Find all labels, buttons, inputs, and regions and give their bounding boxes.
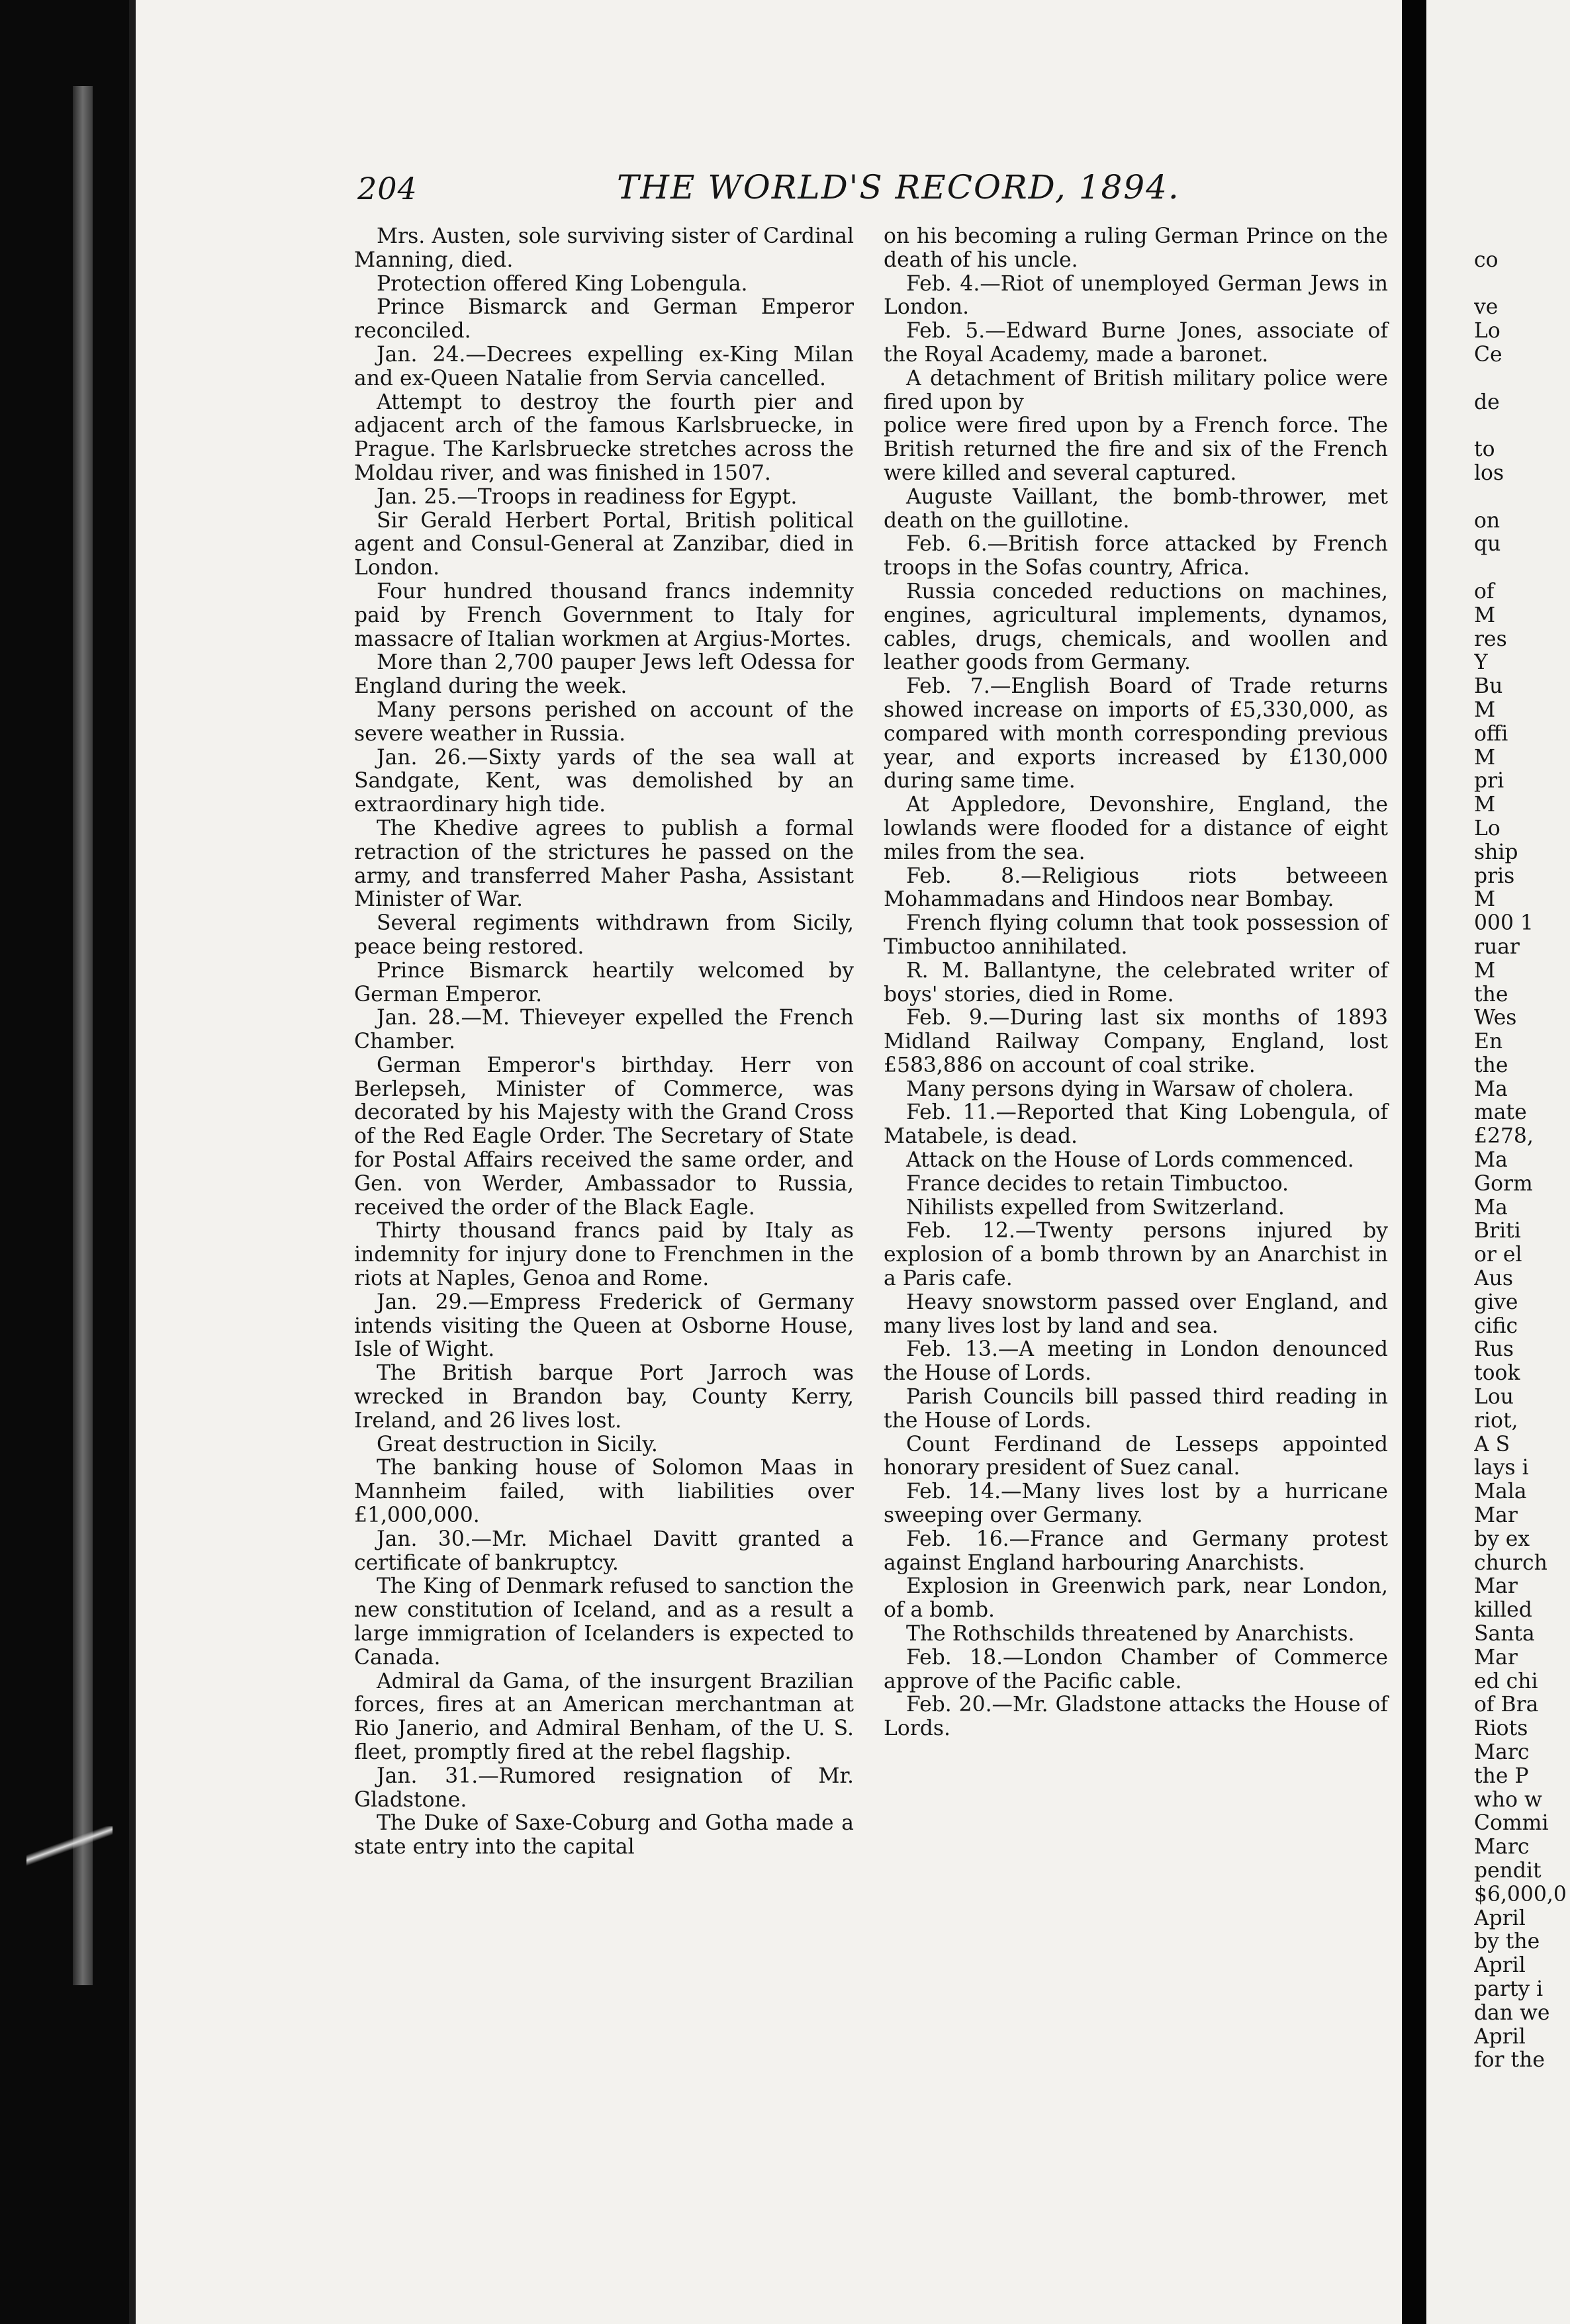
line-fragment: M [1474, 745, 1496, 770]
paragraph: Feb. 6.—British force attacked by French troops in the Sofas country, Africa. [884, 532, 1388, 580]
line-fragment: cific [1474, 1314, 1518, 1338]
line-fragment: ship [1474, 840, 1518, 864]
paragraph: Feb. 5.—Edward Burne Jones, associate of the Royal Academy, made a baronet. [884, 319, 1388, 367]
paragraph: Sir Gerald Herbert Portal, British political agent and Consul-General at Zanzibar, died in London. [354, 508, 854, 580]
line-fragment: Lou [1474, 1385, 1514, 1409]
paragraph: Feb. 4.—Riot of unemployed German Jews in London. [884, 271, 1388, 320]
paragraph: Feb. 20.—Mr. Gladstone attacks the House of Lords. [884, 1693, 1388, 1741]
line-fragment: to [1474, 437, 1495, 462]
line-fragment: killed [1474, 1598, 1532, 1623]
paragraph: Feb. 14.—Many lives lost by a hurricane sweeping over Germany. [884, 1480, 1388, 1528]
line-fragment: los [1474, 461, 1504, 485]
line-fragment: Commi [1474, 1811, 1549, 1836]
line-fragment: April [1474, 1906, 1526, 1930]
page-header [357, 168, 1416, 224]
line-fragment: M [1474, 958, 1496, 983]
line-fragment: by the [1474, 1930, 1540, 1954]
paragraph: Admiral da Gama, of the insurgent Brazilian forces, fires at an American merchantman at Rio Janerio, and Admiral Benham, of the U. S. fleet, promptly fired at the rebel flagship. [354, 1669, 854, 1764]
paragraph: Jan. 26.—Sixty yards of the sea wall at Sandgate, Kent, was demolished by an extraordinary high tide. [354, 745, 854, 817]
line-fragment: qu [1474, 532, 1501, 557]
line-fragment: Gorm [1474, 1171, 1533, 1196]
line-fragment: give [1474, 1290, 1518, 1314]
line-fragment: pri [1474, 769, 1504, 793]
paragraph: on his becoming a ruling German Prince on the death of his uncle. [884, 224, 1388, 272]
line-fragment: Ma [1474, 1077, 1508, 1101]
line-fragment: Lo [1474, 319, 1501, 343]
line-fragment: Ma [1474, 1148, 1508, 1173]
line-fragment: Marc [1474, 1835, 1530, 1859]
paragraph: At Appledore, Devonshire, England, the lowlands were flooded for a distance of eight miles from the sea. [884, 793, 1388, 864]
text-column-right-page [1474, 225, 1570, 2073]
line-fragment: ruar [1474, 934, 1520, 959]
paragraph: Parish Councils bill passed third reading in the House of Lords. [884, 1385, 1388, 1433]
line-fragment [1474, 225, 1570, 249]
line-fragment: Aus [1474, 1267, 1513, 1291]
line-fragment: offi [1474, 721, 1508, 746]
paragraph: Feb. 8.—Religious riots betweeen Mohammadans and Hindoos near Bombay. [884, 864, 1388, 912]
line-fragment [1474, 367, 1570, 391]
paragraph: Jan. 24.—Decrees expelling ex-King Milan and ex-Queen Natalie from Servia cancelled. [354, 342, 854, 390]
paragraph: Protection offered King Lobengula. [377, 271, 748, 296]
text-column-left [354, 225, 854, 1859]
paragraph: Feb. 12.—Twenty persons injured by explosion of a bomb thrown by an Anarchist in a Paris cafe. [884, 1219, 1388, 1291]
line-fragment: pendit [1474, 1858, 1542, 1883]
line-fragment: Briti [1474, 1219, 1521, 1243]
paragraph: Feb. 18.—London Chamber of Commerce approve of the Pacific cable. [884, 1645, 1388, 1693]
line-fragment: Marc [1474, 1740, 1530, 1764]
paragraph: Jan. 29.—Empress Frederick of Germany intends visiting the Queen at Osborne House, Isle of Wight. [354, 1290, 854, 1362]
line-fragment: pris [1474, 864, 1515, 888]
line-fragment: Lo [1474, 816, 1501, 840]
line-fragment: A S [1474, 1432, 1510, 1456]
paragraph: A detachment of British military police were fired upon by [884, 366, 1388, 414]
paragraph: Feb. 11.—Reported that King Lobengula, of Matabele, is dead. [884, 1100, 1388, 1149]
line-fragment: dan we [1474, 2000, 1550, 2025]
line-fragment: lays i [1474, 1456, 1529, 1480]
paragraph: Mrs. Austen, sole surviving sister of Cardinal Manning, died. [354, 224, 854, 272]
line-fragment: Riots [1474, 1717, 1528, 1741]
paragraph: Jan. 30.—Mr. Michael Davitt granted a certificate of bankruptcy. [354, 1527, 854, 1575]
paragraph: The Duke of Saxe-Coburg and Gotha made a state entry into the capital [354, 1811, 854, 1859]
paragraph: Many persons dying in Warsaw of cholera. [906, 1077, 1354, 1101]
paragraph: Many persons perished on account of the severe weather in Russia. [354, 697, 854, 746]
line-fragment: ve [1474, 295, 1499, 320]
line-fragment: Bu [1474, 674, 1503, 699]
line-fragment: Ce [1474, 342, 1502, 367]
paragraph: Count Ferdinand de Lesseps appointed honorary president of Suez canal. [884, 1432, 1388, 1480]
line-fragment: or el [1474, 1243, 1522, 1267]
line-fragment: co [1474, 247, 1499, 272]
line-fragment: took [1474, 1361, 1520, 1386]
paragraph: The banking house of Solomon Maas in Mannheim failed, with liabilities over £1,000,000. [354, 1456, 854, 1528]
text-column-middle [884, 225, 1388, 1741]
line-fragment [1474, 414, 1570, 438]
paragraph: R. M. Ballantyne, the celebrated writer of boys' stories, died in Rome. [884, 958, 1388, 1006]
paragraph: Several regiments withdrawn from Sicily, peace being restored. [354, 911, 854, 959]
paragraph: Heavy snowstorm passed over England, and many lives lost by land and sea. [884, 1290, 1388, 1338]
paragraph: The King of Denmark refused to sanction the new constitution of Iceland, and as a result a large immigration of Icelanders is expected to Canada. [354, 1574, 854, 1670]
line-fragment: Ma [1474, 1195, 1508, 1220]
line-fragment: Mar [1474, 1574, 1518, 1599]
line-fragment: the [1474, 1053, 1508, 1077]
paragraph: Jan. 28.—M. Thieveyer expelled the French Chamber. [354, 1006, 854, 1054]
paragraph: Russia conceded reductions on machines, engines, agricultural implements, dynamos, cables, drugs, chemicals, and woollen and leather goods from Germany. [884, 579, 1388, 675]
line-fragment: by ex [1474, 1527, 1530, 1551]
line-fragment: of Bra [1474, 1693, 1539, 1717]
paragraph: Explosion in Greenwich park, near London, of a bomb. [884, 1574, 1388, 1623]
paragraph: Prince Bismarck heartily welcomed by German Emperor. [354, 958, 854, 1006]
line-fragment [1474, 273, 1570, 296]
line-fragment: Y [1474, 650, 1488, 675]
line-fragment: Santa [1474, 1622, 1535, 1646]
line-fragment: res [1474, 627, 1507, 651]
paragraph: Feb. 13.—A meeting in London denounced the House of Lords. [884, 1337, 1388, 1386]
line-fragment: riot, [1474, 1408, 1518, 1433]
paragraph: Attempt to destroy the fourth pier and adjacent arch of the famous Karlsbruecke, in Prague. The Karlsbruecke stretches across the Moldau river, and was finished in 1507. [354, 390, 854, 485]
line-fragment: the [1474, 982, 1508, 1006]
line-fragment: 000 1 [1474, 911, 1534, 936]
paragraph: Prince Bismarck and German Emperor reconciled. [354, 295, 854, 343]
paragraph: Four hundred thousand francs indemnity paid by French Government to Italy for massacre of Italian workmen at Argius-Mortes. [354, 579, 854, 651]
line-fragment: of [1474, 579, 1495, 603]
line-fragment: who w [1474, 1787, 1542, 1812]
paragraph: Jan. 25.—Troops in readiness for Egypt. [377, 484, 798, 509]
paragraph: The Rothschilds threatened by Anarchists. [906, 1622, 1355, 1646]
line-fragment: church [1474, 1550, 1547, 1575]
line-fragment: Rus [1474, 1337, 1514, 1362]
paragraph: More than 2,700 pauper Jews left Odessa for England during the week. [354, 650, 854, 699]
line-fragment [1474, 486, 1570, 510]
paragraph: Feb. 7.—English Board of Trade returns showed increase on imports of £5,330,000, as compared with month corresponding previous year, and exports increased by £130,000 during same time. [884, 674, 1388, 793]
line-fragment: Mala [1474, 1480, 1527, 1504]
line-fragment: £278, [1474, 1124, 1534, 1149]
paragraph: French flying column that took possession of Timbuctoo annihilated. [884, 911, 1388, 959]
paragraph: Feb. 16.—France and Germany protest against England harbouring Anarchists. [884, 1527, 1388, 1575]
paragraph: France decides to retain Timbuctoo. [906, 1171, 1289, 1196]
line-fragment: M [1474, 697, 1496, 722]
line-fragment: de [1474, 390, 1500, 414]
paragraph: police were fired upon by a French force. The British returned the fire and six of the French were killed and several captured. [884, 414, 1388, 485]
line-fragment: party i [1474, 1977, 1544, 2001]
line-fragment: mate [1474, 1100, 1527, 1125]
line-fragment: Wes [1474, 1006, 1517, 1030]
line-fragment: for the [1474, 2048, 1545, 2073]
line-fragment: April [1474, 2024, 1526, 2049]
paragraph: Great destruction in Sicily. [377, 1432, 658, 1456]
paragraph: Auguste Vaillant, the bomb-thrower, met death on the guillotine. [884, 484, 1388, 533]
paragraph: German Emperor's birthday. Herr von Berlepseh, Minister of Commerce, was decorated by his Majesty with the Grand Cross of the Red Eagle Order. The Secretary of State for Postal Affairs received the same order, and Gen. von Werder, Ambassador to Russia, received the order of the Black Eagle. [354, 1053, 854, 1220]
line-fragment: M [1474, 887, 1496, 912]
scan-mark [26, 1826, 113, 1866]
line-fragment: M [1474, 603, 1496, 627]
line-fragment: Mar [1474, 1503, 1518, 1528]
line-fragment: $6,000,0 [1474, 1882, 1567, 1906]
paragraph: The Khedive agrees to publish a formal retraction of the strictures he passed on the army, and transferred Maher Pasha, Assistant Minister of War. [354, 816, 854, 912]
line-fragment: April [1474, 1953, 1526, 1978]
paragraph: Feb. 9.—During last six months of 1893 Midland Railway Company, England, lost £583,886 on account of coal strike. [884, 1006, 1388, 1077]
line-fragment: En [1474, 1030, 1503, 1054]
line-fragment: ed chi [1474, 1669, 1538, 1693]
paragraph: Thirty thousand francs paid by Italy as indemnity for injury done to Frenchmen in the riots at Naples, Genoa and Rome. [354, 1219, 854, 1291]
paragraph: Jan. 31.—Rumored resignation of Mr. Gladstone. [354, 1764, 854, 1812]
line-fragment: M [1474, 793, 1496, 817]
line-fragment: on [1474, 508, 1501, 533]
line-fragment: the P [1474, 1764, 1529, 1788]
book-spine [73, 86, 93, 1985]
paragraph: Nihilists expelled from Switzerland. [906, 1195, 1285, 1220]
line-fragment [1474, 557, 1570, 580]
paragraph: The British barque Port Jarroch was wrecked in Brandon bay, County Kerry, Ireland, and 26 lives lost. [354, 1361, 854, 1433]
running-title: THE WORLD'S RECORD, 1894. [617, 168, 1180, 206]
page-number: 204 [357, 171, 418, 206]
paragraph: Attack on the House of Lords commenced. [906, 1148, 1354, 1173]
line-fragment: Mar [1474, 1645, 1518, 1670]
